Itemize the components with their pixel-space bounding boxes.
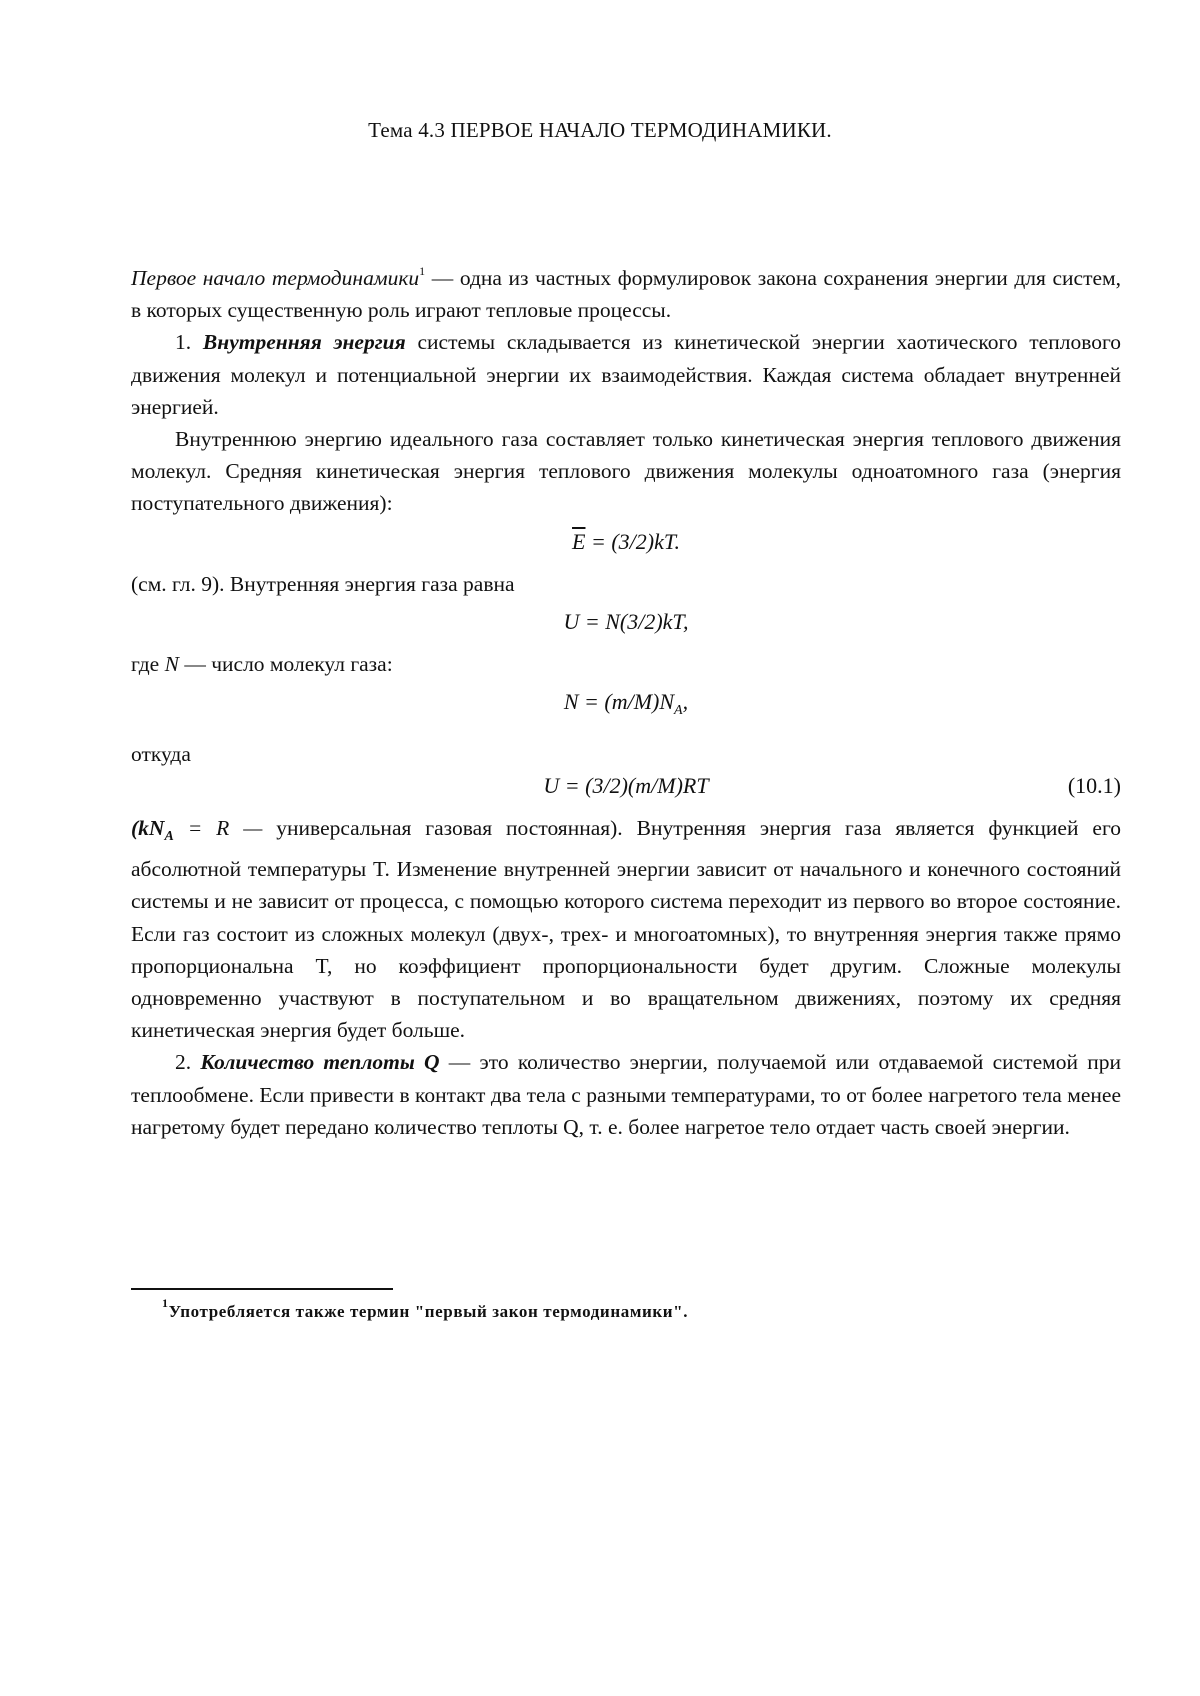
formula-mean-energy xyxy=(131,526,1121,558)
formula-n-tail: , xyxy=(682,689,689,715)
footnote-text: Употребляется также термин "первый закон термодинамики". xyxy=(168,1302,689,1321)
formula-number-of-molecules xyxy=(131,686,1121,727)
function-lead-subscript: A xyxy=(164,829,174,845)
item-2-term: Количество теплоты Q xyxy=(200,1050,440,1075)
function-lead-a: (kN xyxy=(131,816,165,841)
ideal-gas-paragraph: Внутреннюю энергию идеального газа составляет только кинетическая энергия теплового движения молекул. Средняя кинетическая энергия теплового движения молекулы одноатомного газа (энергия поступательного движения): xyxy=(131,427,1121,516)
footnote-reference[interactable]: 1 xyxy=(419,264,426,278)
item-1-term: Внутренняя энергия xyxy=(202,330,406,355)
footnote-mark: 1 xyxy=(162,1296,169,1310)
variable-n: N xyxy=(164,652,179,677)
item-1-text: системы складывается из кинетической энергии хаотического теплового движения молекул и потенциальной энергии их взаимодействия. Каждая система обладает внутренней энергией. xyxy=(131,330,1121,419)
page-title: Тема 4.3 ПЕРВОЕ НАЧАЛО ТЕРМОДИНАМИКИ. xyxy=(368,118,832,142)
formula-mean-energy-rhs: = (3/2)kT. xyxy=(585,528,680,554)
footnote xyxy=(162,1296,1062,1322)
function-text: универсальная газовая постоянная). Внутренняя энергия газа является функцией его абсолютной температуры T. Изменение внутренней энергии зависит от начального и конечного состояний системы и не зависит от процесса, с помощью которого система переходит из первого во второе состояние. Если газ состоит из сложных молекул (двух-, трех- и многоатомных), то внутренняя энергия также прямо пропорциональна T, но коэффициент пропорциональности будет другим. Сложные молекулы одновременно участвуют в поступательном и во вращательном движениях, поэтому их средняя кинетическая энергия будет больше. xyxy=(131,816,1121,1043)
text-number-of-molecules-before: где xyxy=(131,652,165,677)
text-after-formula-1: (см. гл. 9). Внутренняя энергия газа равна xyxy=(131,571,515,596)
formula-10-1-body: U = (3/2)(m/M)RT xyxy=(543,772,709,798)
function-lead-b: = R — xyxy=(173,816,277,841)
item-2-text: — это количество энергии, получаемой или отдаваемой системой при теплообмене. Если привести в контакт два тела с разными температурами, то от более нагретого тела менее нагретому будет передано количество теплоты Q, т. е. более нагретое тело отдает часть своей энергии. xyxy=(131,1050,1122,1139)
intro-term: Первое начало термодинамики xyxy=(131,266,420,290)
function-paragraph xyxy=(131,812,1121,1046)
formula-10-1 xyxy=(131,770,1121,802)
formula-internal-energy: U = N(3/2)kT, xyxy=(563,609,689,635)
formula-mean-energy-lhs: $\overline{E}$ xyxy=(572,528,586,554)
intro-text: — одна из частных формулировок закона сохранения энергии для систем, в которых существенную роль играют тепловые процессы. xyxy=(131,266,1121,323)
text-number-of-molecules xyxy=(131,648,1121,680)
intro-paragraph xyxy=(131,262,1121,326)
item-2-paragraph xyxy=(131,1046,1121,1143)
formula-n-subscript: A xyxy=(674,703,683,719)
item-1-paragraph xyxy=(131,326,1121,423)
item-1-number: 1. xyxy=(175,330,192,355)
text-number-of-molecules-after: — число молекул газа: xyxy=(178,652,393,677)
footnote-divider xyxy=(131,1288,393,1290)
item-2-number: 2. xyxy=(175,1050,192,1075)
main-text xyxy=(131,262,1121,1143)
equation-number: (10.1) xyxy=(1067,772,1121,798)
text-otkuda: откуда xyxy=(131,741,191,766)
formula-n-main: N = (m/M)N xyxy=(563,689,675,715)
